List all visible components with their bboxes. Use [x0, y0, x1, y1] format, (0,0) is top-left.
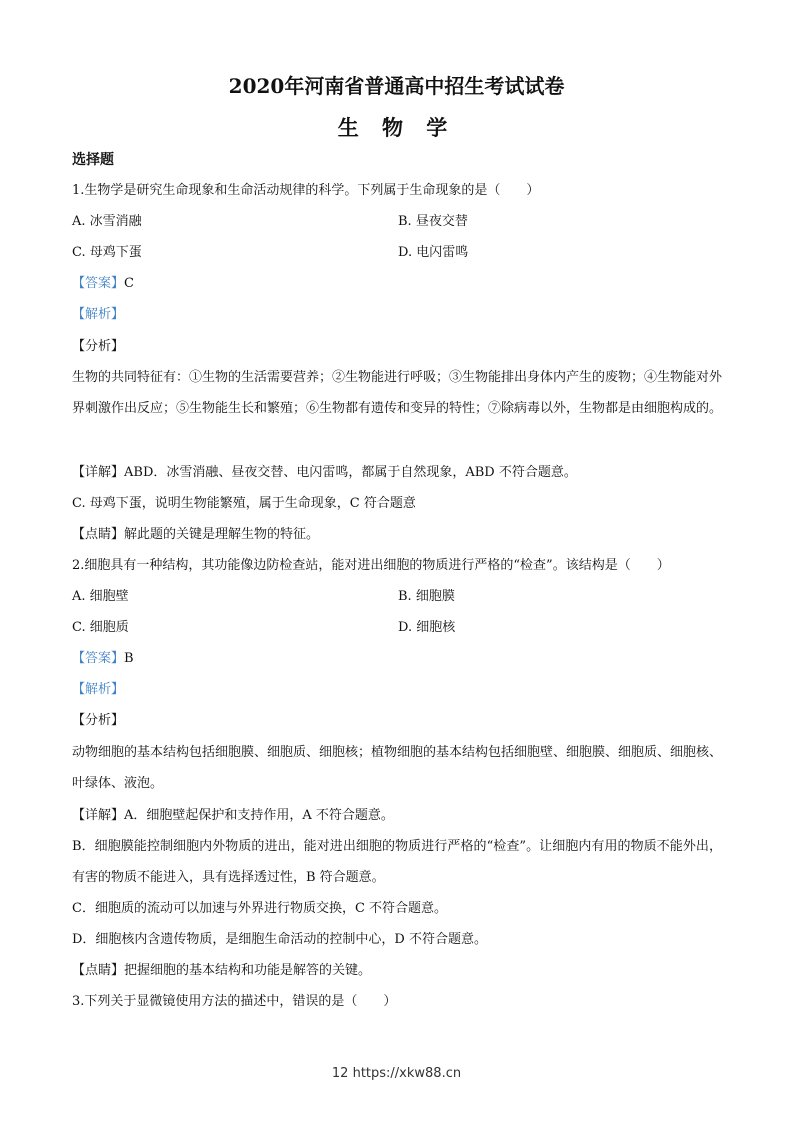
q1-option-c: C. 母鸡下蛋 — [72, 245, 142, 260]
q2-stem: 2.细胞具有一种结构，其功能像边防检查站，能对进出细胞的物质进行严格的“检查”。该结构是（ ） — [72, 558, 670, 573]
q2-fenxi-text: 动物细胞的基本结构包括细胞膜、细胞质、细胞核；植物细胞的基本结构包括细胞壁、细胞膜、细胞质、细胞核、叶绿体、液泡。 — [72, 745, 723, 791]
q2-xiangjie-d: D．细胞核内含遗传物质，是细胞生命活动的控制中心，D 不符合题意。 — [72, 932, 487, 947]
q1-option-b: B. 昼夜交替 — [398, 214, 468, 229]
subject-title: 生 物 学 — [337, 115, 456, 140]
q2-answer-tag: 【答案】 — [72, 651, 125, 666]
q2-jiexi-tag: 【解析】 — [72, 682, 125, 697]
q2-xiangjie-a: 【详解】A．细胞壁起保护和支持作用，A 不符合题意。 — [72, 808, 394, 823]
q2-option-a: A. 细胞壁 — [72, 589, 129, 604]
q2-option-d: D. 细胞核 — [398, 620, 456, 635]
q1-answer — [72, 276, 134, 292]
q2-option-c: C. 细胞质 — [72, 620, 129, 635]
q2-answer-value: B — [124, 651, 134, 666]
page-title: 2020年河南省普通高中招生考试试卷 — [228, 74, 565, 98]
q2-xiangjie-c: C．细胞质的流动可以加速与外界进行物质交换，C 不符合题意。 — [72, 901, 448, 916]
q1-option-d: D. 电闪雷鸣 — [398, 245, 469, 260]
q1-fenxi-text: 生物的共同特征有：①生物的生活需要营养；②生物能进行呼吸；③生物能排出身体内产生的废物；④生物能对外界刺激作出反应；⑤生物能生长和繁殖；⑥生物都有遗传和变异的特性；⑦除病毒以外，生物都是由细胞构成的。 — [72, 370, 723, 416]
q1-dianjing: 【点睛】解此题的关键是理解生物的特征。 — [72, 527, 320, 542]
section-heading: 选择题 — [72, 152, 114, 168]
q1-fenxi-tag: 【分析】 — [72, 339, 125, 354]
q1-xiangjie-1: 【详解】ABD．冰雪消融、昼夜交替、电闪雷鸣，都属于自然现象，ABD 不符合题意。 — [72, 465, 577, 480]
q2-option-b: B. 细胞膜 — [398, 589, 455, 604]
q1-jiexi-tag: 【解析】 — [72, 307, 125, 322]
q1-stem: 1.生物学是研究生命现象和生命活动规律的科学。下列属于生命现象的是（ ） — [72, 183, 540, 198]
q1-answer-tag: 【答案】 — [72, 276, 125, 291]
q1-xiangjie-2: C. 母鸡下蛋，说明生物能繁殖，属于生命现象，C 符合题意 — [72, 496, 416, 511]
q2-answer — [72, 651, 134, 667]
q2-dianjing: 【点睛】把握细胞的基本结构和功能是解答的关键。 — [72, 963, 372, 978]
q3-stem: 3.下列关于显微镜使用方法的描述中，错误的是（ ） — [72, 994, 397, 1009]
q1-option-a: A. 冰雪消融 — [72, 214, 142, 229]
page-footer: 12 https://xkw88.cn — [331, 1066, 462, 1081]
q2-fenxi-tag: 【分析】 — [72, 713, 125, 728]
q2-xiangjie-b: B．细胞膜能控制细胞内外物质的进出，能对进出细胞的物质进行严格的“检查”。让细胞内有用的物质不能外出，有害的物质不能进入，具有选择透过性，B 符合题意。 — [72, 839, 722, 885]
q1-answer-value: C — [124, 276, 134, 291]
